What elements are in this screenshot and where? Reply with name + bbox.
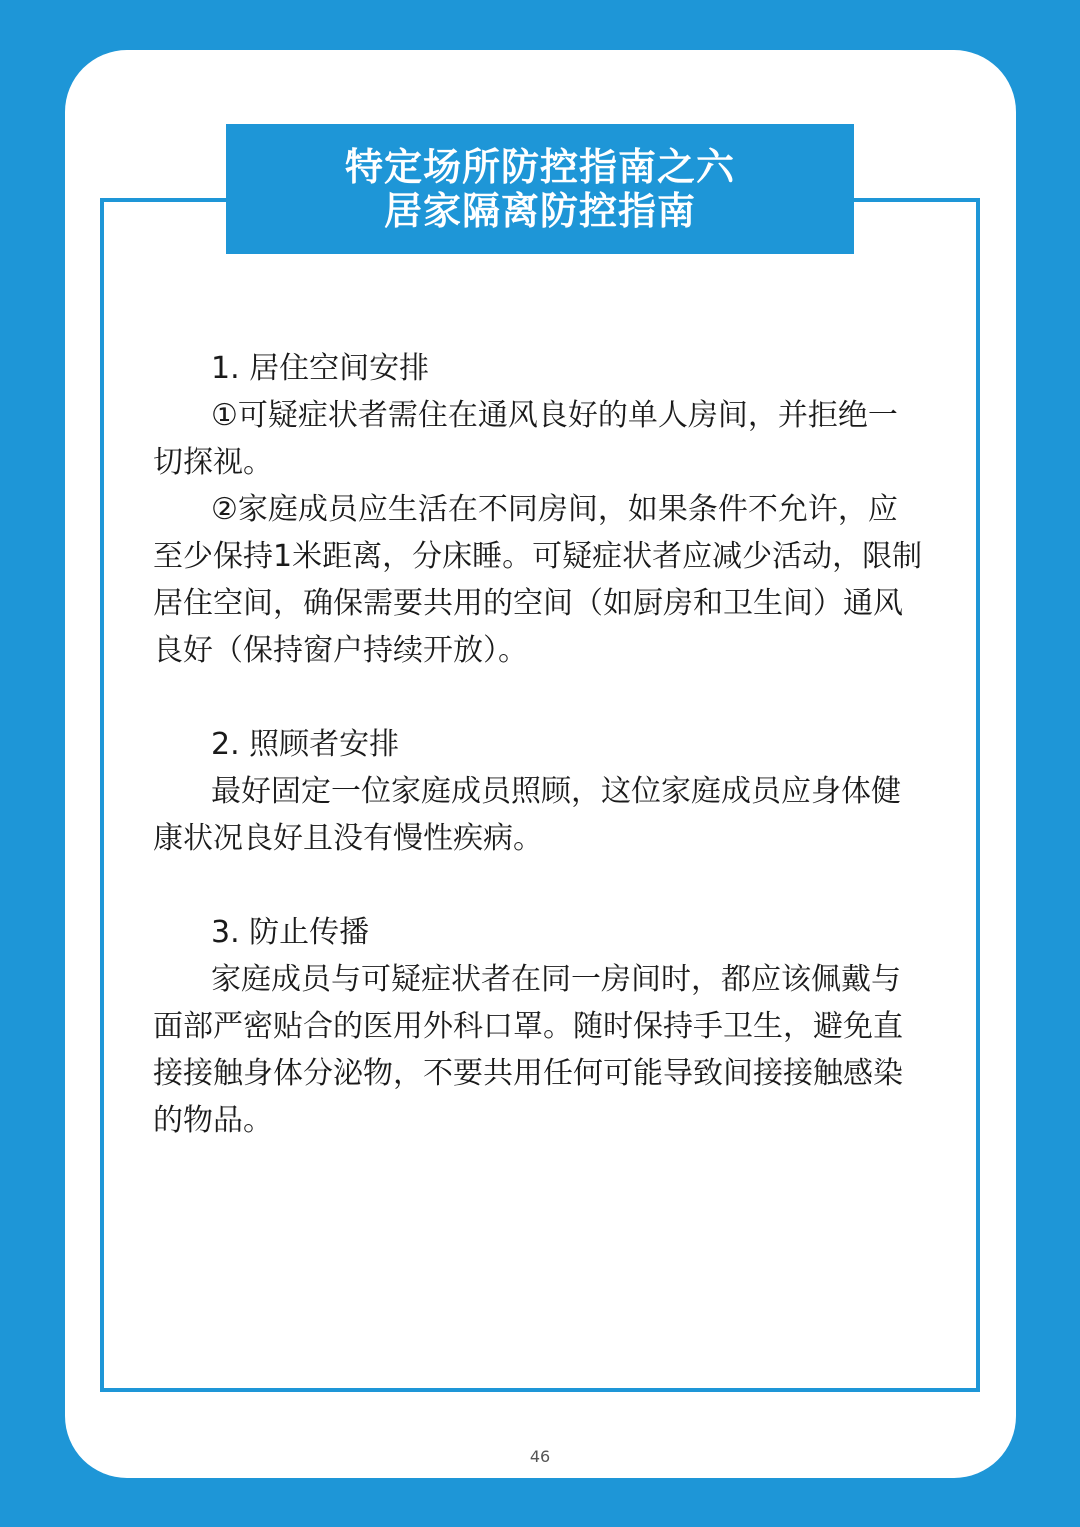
section-3-paragraph-1: 家庭成员与可疑症状者在同一房间时，都应该佩戴与面部严密贴合的医用外科口罩。随时保持手卫生，避免直接接触身体分泌物，不要共用任何可能导致间接接触感染的物品。 [153, 962, 903, 1138]
section-spacer [153, 862, 923, 909]
section-1-heading: 1. 居住空间安排 [211, 351, 430, 386]
section-2-heading: 2. 照顾者安排 [211, 727, 400, 762]
section-1-paragraph-1: ①可疑症状者需住在通风良好的单人房间，并拒绝一切探视。 [153, 398, 898, 480]
title-banner [226, 124, 854, 254]
section-2-paragraph-1: 最好固定一位家庭成员照顾，这位家庭成员应身体健康状况良好且没有慢性疾病。 [153, 774, 901, 856]
title-line-1: 特定场所防控指南之六 [344, 145, 735, 189]
page-number: 46 [529, 1447, 551, 1466]
section-spacer [153, 674, 923, 721]
section-3-heading: 3. 防止传播 [211, 915, 370, 950]
title-line-2: 居家隔离防控指南 [383, 189, 696, 233]
section-1-paragraph-2: ②家庭成员应生活在不同房间，如果条件不允许，应至少保持1米距离，分床睡。可疑症状者应减少活动，限制居住空间，确保需要共用的空间（如厨房和卫生间）通风良好（保持窗户持续开放）。 [153, 492, 923, 668]
document-body [153, 345, 923, 1144]
